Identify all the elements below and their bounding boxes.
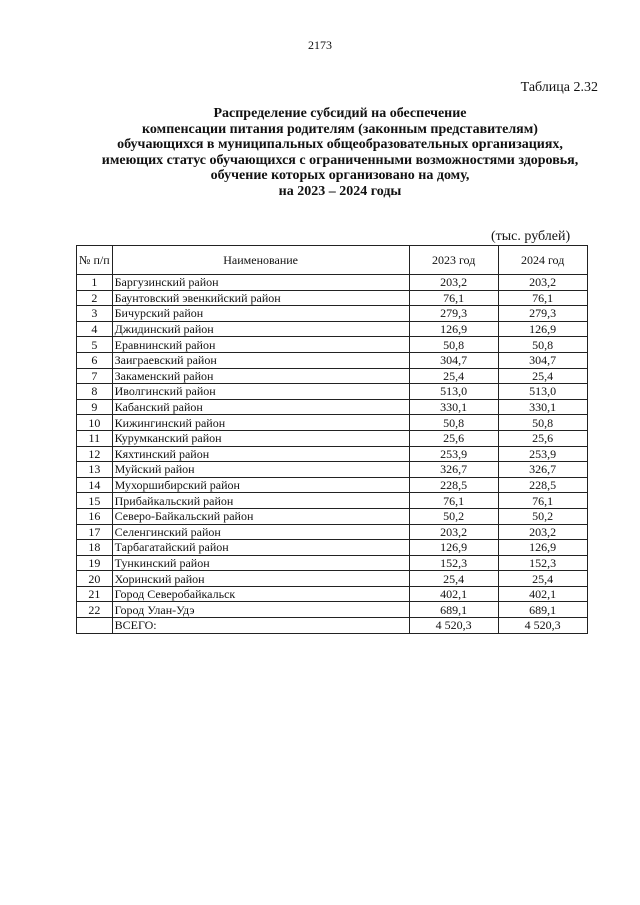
value-2024: 279,3 xyxy=(498,306,587,322)
table-row xyxy=(77,524,588,540)
district-name: Закаменский район xyxy=(112,368,409,384)
table-row xyxy=(77,462,588,478)
district-name: Баргузинский район xyxy=(112,275,409,291)
row-number: 20 xyxy=(77,571,113,587)
district-name: Селенгинский район xyxy=(112,524,409,540)
value-2023: 402,1 xyxy=(409,586,498,602)
value-2023: 25,6 xyxy=(409,430,498,446)
value-2024: 126,9 xyxy=(498,540,587,556)
value-2024: 253,9 xyxy=(498,446,587,462)
value-2023: 513,0 xyxy=(409,384,498,400)
district-name: Хоринский район xyxy=(112,571,409,587)
district-name: Бичурский район xyxy=(112,306,409,322)
row-number: 7 xyxy=(77,368,113,384)
value-2024: 203,2 xyxy=(498,275,587,291)
table-row xyxy=(77,446,588,462)
district-name: Муйский район xyxy=(112,462,409,478)
header-number: № п/п xyxy=(77,246,113,275)
district-name: Баунтовский эвенкийский район xyxy=(112,290,409,306)
subsidy-table xyxy=(76,245,588,634)
table-row xyxy=(77,586,588,602)
value-2024: 25,6 xyxy=(498,430,587,446)
value-2024: 203,2 xyxy=(498,524,587,540)
total-label: ВСЕГО: xyxy=(112,618,409,634)
value-2023: 76,1 xyxy=(409,493,498,509)
value-2024: 304,7 xyxy=(498,352,587,368)
title-line: имеющих статус обучающихся с ограниченными возможностями здоровья, xyxy=(101,152,579,168)
value-2023: 152,3 xyxy=(409,555,498,571)
table-row xyxy=(77,493,588,509)
title-line: на 2023 – 2024 годы xyxy=(278,183,402,199)
value-2023: 50,2 xyxy=(409,508,498,524)
table-header-row xyxy=(77,246,588,275)
table-row xyxy=(77,571,588,587)
row-number: 14 xyxy=(77,477,113,493)
value-2023: 203,2 xyxy=(409,275,498,291)
district-name: Город Улан-Удэ xyxy=(112,602,409,618)
value-2024: 228,5 xyxy=(498,477,587,493)
title-line: Распределение субсидий на обеспечение xyxy=(213,106,467,121)
row-number: 15 xyxy=(77,493,113,509)
district-name: Кабанский район xyxy=(112,399,409,415)
table-row xyxy=(77,368,588,384)
district-name: Тункинский район xyxy=(112,555,409,571)
total-2023: 4 520,3 xyxy=(409,618,498,634)
title-line: компенсации питания родителям (законным представителям) xyxy=(142,121,538,137)
value-2023: 76,1 xyxy=(409,290,498,306)
value-2024: 326,7 xyxy=(498,462,587,478)
value-2024: 50,8 xyxy=(498,337,587,353)
value-2023: 689,1 xyxy=(409,602,498,618)
row-number: 11 xyxy=(77,430,113,446)
value-2024: 402,1 xyxy=(498,586,587,602)
document-title xyxy=(60,106,620,200)
row-number: 6 xyxy=(77,352,113,368)
table-row xyxy=(77,306,588,322)
value-2024: 76,1 xyxy=(498,290,587,306)
district-name: Город Северобайкальск xyxy=(112,586,409,602)
value-2023: 228,5 xyxy=(409,477,498,493)
district-name: Джидинский район xyxy=(112,321,409,337)
title-line: обучающихся в муниципальных общеобразовательных организациях, xyxy=(117,137,563,153)
table-row xyxy=(77,415,588,431)
district-name: Северо-Байкальский район xyxy=(112,508,409,524)
value-2024: 25,4 xyxy=(498,571,587,587)
value-2023: 326,7 xyxy=(409,462,498,478)
row-number: 22 xyxy=(77,602,113,618)
header-name: Наименование xyxy=(112,246,409,275)
district-name: Мухоршибирский район xyxy=(112,477,409,493)
row-number: 3 xyxy=(77,306,113,322)
value-2023: 25,4 xyxy=(409,571,498,587)
table-row xyxy=(77,477,588,493)
table-row xyxy=(77,399,588,415)
table-row xyxy=(77,430,588,446)
row-number: 4 xyxy=(77,321,113,337)
row-number: 5 xyxy=(77,337,113,353)
value-2024: 513,0 xyxy=(498,384,587,400)
table-row xyxy=(77,384,588,400)
row-number: 21 xyxy=(77,586,113,602)
page-number: 2173 xyxy=(308,38,332,52)
total-row xyxy=(77,618,588,634)
value-2023: 203,2 xyxy=(409,524,498,540)
district-name: Еравнинский район xyxy=(112,337,409,353)
value-2024: 152,3 xyxy=(498,555,587,571)
row-number: 9 xyxy=(77,399,113,415)
total-2024: 4 520,3 xyxy=(498,618,587,634)
district-name: Кяхтинский район xyxy=(112,446,409,462)
value-2023: 50,8 xyxy=(409,337,498,353)
header-2024: 2024 год xyxy=(498,246,587,275)
table-row xyxy=(77,290,588,306)
row-number: 8 xyxy=(77,384,113,400)
table-row xyxy=(77,352,588,368)
header-2023: 2023 год xyxy=(409,246,498,275)
row-number: 1 xyxy=(77,275,113,291)
table-row xyxy=(77,337,588,353)
row-number: 2 xyxy=(77,290,113,306)
table-label: Таблица 2.32 xyxy=(520,80,598,95)
value-2024: 50,8 xyxy=(498,415,587,431)
row-number: 12 xyxy=(77,446,113,462)
value-2024: 50,2 xyxy=(498,508,587,524)
value-2023: 126,9 xyxy=(409,540,498,556)
table-row xyxy=(77,275,588,291)
value-2024: 25,4 xyxy=(498,368,587,384)
units-label: (тыс. рублей) xyxy=(491,229,571,244)
district-name: Тарбагатайский район xyxy=(112,540,409,556)
row-number: 13 xyxy=(77,462,113,478)
table-row xyxy=(77,540,588,556)
value-2024: 689,1 xyxy=(498,602,587,618)
title-line: обучение которых организовано на дому, xyxy=(210,168,470,184)
district-name: Кижингинский район xyxy=(112,415,409,431)
table-row xyxy=(77,602,588,618)
value-2023: 25,4 xyxy=(409,368,498,384)
value-2023: 279,3 xyxy=(409,306,498,322)
value-2024: 76,1 xyxy=(498,493,587,509)
value-2024: 126,9 xyxy=(498,321,587,337)
table-row xyxy=(77,555,588,571)
district-name: Прибайкальский район xyxy=(112,493,409,509)
row-number: 10 xyxy=(77,415,113,431)
value-2023: 50,8 xyxy=(409,415,498,431)
value-2023: 304,7 xyxy=(409,352,498,368)
district-name: Курумканский район xyxy=(112,430,409,446)
table-row xyxy=(77,321,588,337)
district-name: Заиграевский район xyxy=(112,352,409,368)
row-number: 17 xyxy=(77,524,113,540)
value-2024: 330,1 xyxy=(498,399,587,415)
table-row xyxy=(77,508,588,524)
total-number-cell xyxy=(77,618,113,634)
row-number: 19 xyxy=(77,555,113,571)
row-number: 18 xyxy=(77,540,113,556)
row-number: 16 xyxy=(77,508,113,524)
value-2023: 126,9 xyxy=(409,321,498,337)
district-name: Иволгинский район xyxy=(112,384,409,400)
value-2023: 253,9 xyxy=(409,446,498,462)
value-2023: 330,1 xyxy=(409,399,498,415)
